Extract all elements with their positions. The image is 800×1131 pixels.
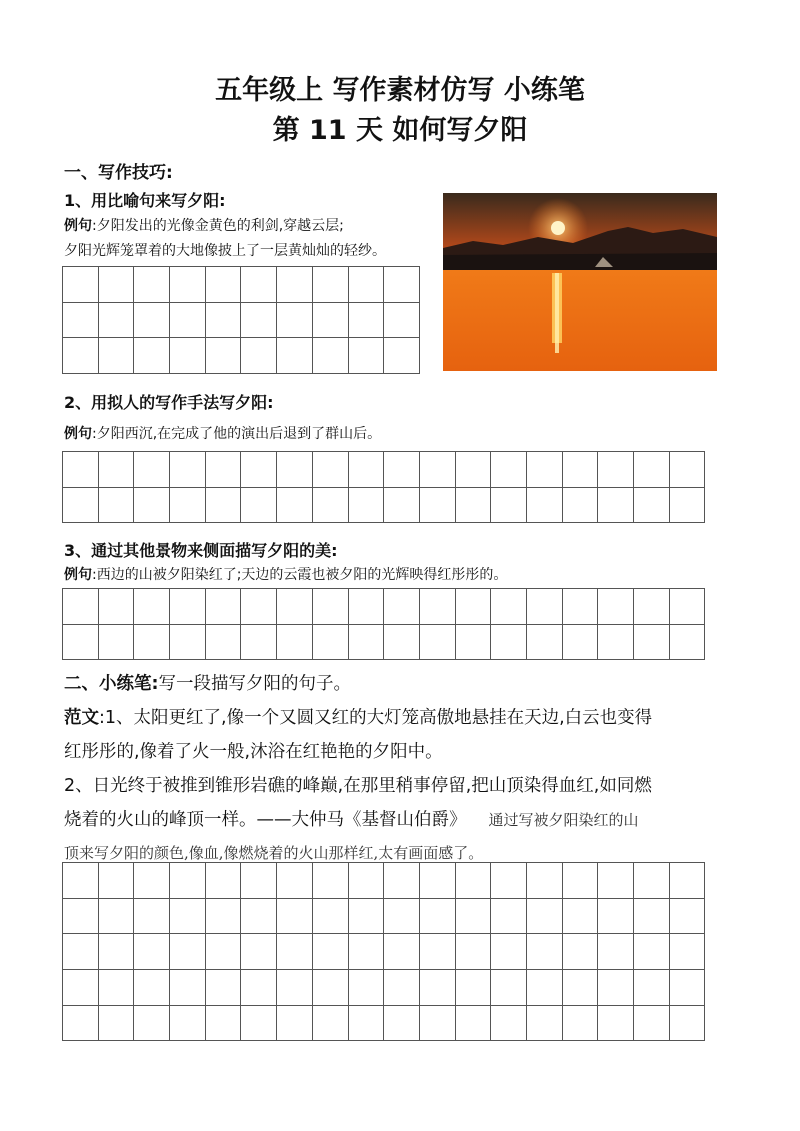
grid-cell[interactable] — [312, 589, 348, 625]
grid-cell[interactable] — [455, 934, 491, 970]
grid-row — [63, 624, 705, 660]
model-text: :1、太阳更红了,像一个又圆又红的大灯笼高傲地悬挂在天边,白云也变得 — [99, 708, 653, 728]
example-label: 例句 — [64, 426, 92, 442]
sunset-photo — [443, 193, 717, 371]
grid-cell[interactable] — [419, 452, 455, 488]
grid-cell[interactable] — [241, 1005, 277, 1041]
grid-cell[interactable] — [98, 934, 134, 970]
grid-cell[interactable] — [455, 487, 491, 523]
grid-cell[interactable] — [170, 1005, 206, 1041]
grid-cell[interactable] — [669, 934, 705, 970]
grid-cell[interactable] — [384, 898, 420, 934]
grid-cell[interactable] — [241, 624, 277, 660]
grid-cell[interactable] — [205, 487, 241, 523]
grid-cell[interactable] — [134, 970, 170, 1006]
grid-cell[interactable] — [63, 863, 99, 899]
grid-cell[interactable] — [134, 934, 170, 970]
grid-row — [63, 1005, 705, 1041]
page-title: 五年级上 写作素材仿写 小练笔 — [215, 75, 585, 106]
grid-cell[interactable] — [526, 1005, 562, 1041]
grid-cell[interactable] — [634, 624, 670, 660]
grid-cell[interactable] — [98, 267, 134, 303]
grid-cell[interactable] — [63, 898, 99, 934]
grid-cell[interactable] — [384, 934, 420, 970]
grid-cell[interactable] — [241, 302, 277, 338]
grid-cell[interactable] — [312, 898, 348, 934]
grid-cell[interactable] — [348, 452, 384, 488]
writing-grid-4[interactable] — [62, 862, 705, 1041]
grid-cell[interactable] — [277, 589, 313, 625]
grid-cell[interactable] — [562, 589, 598, 625]
grid-cell[interactable] — [455, 624, 491, 660]
grid-cell[interactable] — [241, 267, 277, 303]
grid-cell[interactable] — [63, 338, 99, 374]
grid-cell[interactable] — [205, 863, 241, 899]
grid-cell[interactable] — [384, 624, 420, 660]
grid-cell[interactable] — [98, 589, 134, 625]
grid-cell[interactable] — [526, 970, 562, 1006]
example-label: 例句 — [64, 218, 92, 234]
grid-cell[interactable] — [205, 302, 241, 338]
grid-cell[interactable] — [419, 898, 455, 934]
model-p2-line2 — [64, 802, 639, 838]
grid-cell[interactable] — [419, 589, 455, 625]
grid-cell[interactable] — [98, 302, 134, 338]
writing-grid-2[interactable] — [62, 451, 705, 523]
grid-cell[interactable] — [634, 898, 670, 934]
model-p1-line2: 红彤彤的,像着了火一般,沐浴在红艳艳的夕阳中。 — [64, 742, 443, 762]
grid-cell[interactable] — [384, 863, 420, 899]
grid-cell[interactable] — [98, 1005, 134, 1041]
grid-cell[interactable] — [669, 898, 705, 934]
grid-cell[interactable] — [205, 589, 241, 625]
grid-cell[interactable] — [348, 302, 384, 338]
grid-cell[interactable] — [598, 452, 634, 488]
grid-cell[interactable] — [205, 624, 241, 660]
grid-row — [63, 863, 705, 899]
grid-cell[interactable] — [241, 898, 277, 934]
grid-cell[interactable] — [455, 863, 491, 899]
grid-cell[interactable] — [205, 1005, 241, 1041]
grid-cell[interactable] — [241, 934, 277, 970]
grid-cell[interactable] — [419, 624, 455, 660]
grid-cell[interactable] — [205, 934, 241, 970]
grid-cell[interactable] — [455, 970, 491, 1006]
grid-cell[interactable] — [348, 267, 384, 303]
grid-cell[interactable] — [277, 267, 313, 303]
grid-cell[interactable] — [170, 589, 206, 625]
grid-cell[interactable] — [134, 589, 170, 625]
grid-cell[interactable] — [277, 487, 313, 523]
grid-cell[interactable] — [277, 1005, 313, 1041]
grid-cell[interactable] — [526, 863, 562, 899]
grid-cell[interactable] — [170, 452, 206, 488]
example-label: 例句 — [64, 567, 92, 583]
grid-cell[interactable] — [669, 624, 705, 660]
grid-cell[interactable] — [562, 934, 598, 970]
grid-cell[interactable] — [170, 267, 206, 303]
grid-cell[interactable] — [598, 624, 634, 660]
model-p1-line1 — [64, 700, 652, 736]
grid-row — [63, 267, 420, 303]
grid-row — [63, 898, 705, 934]
grid-cell[interactable] — [241, 338, 277, 374]
grid-cell[interactable] — [134, 863, 170, 899]
grid-cell[interactable] — [562, 1005, 598, 1041]
grid-cell[interactable] — [170, 338, 206, 374]
grid-cell[interactable] — [598, 863, 634, 899]
grid-cell[interactable] — [634, 863, 670, 899]
practice-heading: 二、小练笔: — [64, 674, 159, 694]
technique-2-heading: 2、用拟人的写作手法写夕阳: — [64, 393, 274, 412]
grid-cell[interactable] — [205, 452, 241, 488]
grid-row — [63, 452, 705, 488]
grid-cell[interactable] — [598, 589, 634, 625]
grid-cell[interactable] — [98, 624, 134, 660]
grid-cell[interactable] — [384, 338, 420, 374]
grid-cell[interactable] — [348, 970, 384, 1006]
grid-cell[interactable] — [491, 898, 527, 934]
grid-cell[interactable] — [455, 589, 491, 625]
grid-cell[interactable] — [598, 898, 634, 934]
grid-cell[interactable] — [312, 302, 348, 338]
grid-cell[interactable] — [384, 452, 420, 488]
grid-row — [63, 302, 420, 338]
grid-cell[interactable] — [669, 452, 705, 488]
grid-cell[interactable] — [98, 898, 134, 934]
grid-cell[interactable] — [598, 970, 634, 1006]
grid-cell[interactable] — [170, 624, 206, 660]
grid-cell[interactable] — [634, 1005, 670, 1041]
grid-cell[interactable] — [491, 970, 527, 1006]
grid-cell[interactable] — [241, 487, 277, 523]
grid-cell[interactable] — [419, 1005, 455, 1041]
grid-cell[interactable] — [312, 338, 348, 374]
grid-cell[interactable] — [277, 898, 313, 934]
grid-cell[interactable] — [419, 863, 455, 899]
grid-cell[interactable] — [526, 452, 562, 488]
grid-cell[interactable] — [277, 970, 313, 1006]
grid-cell[interactable] — [205, 267, 241, 303]
grid-cell[interactable] — [384, 267, 420, 303]
grid-cell[interactable] — [63, 487, 99, 523]
grid-cell[interactable] — [384, 1005, 420, 1041]
grid-cell[interactable] — [669, 487, 705, 523]
technique-1-example-line2: 夕阳光辉笼罩着的大地像披上了一层黄灿灿的轻纱。 — [64, 243, 386, 259]
grid-cell[interactable] — [170, 898, 206, 934]
grid-cell[interactable] — [455, 1005, 491, 1041]
model-text: 烧着的火山的峰顶一样。——大仲马《基督山伯爵》 — [64, 810, 467, 830]
grid-cell[interactable] — [63, 589, 99, 625]
grid-cell[interactable] — [562, 487, 598, 523]
grid-cell[interactable] — [598, 1005, 634, 1041]
grid-cell[interactable] — [526, 934, 562, 970]
grid-cell[interactable] — [419, 487, 455, 523]
grid-cell[interactable] — [312, 863, 348, 899]
grid-cell[interactable] — [348, 624, 384, 660]
example-text: :西边的山被夕阳染红了;天边的云霞也被夕阳的光辉映得红彤彤的。 — [92, 567, 508, 583]
grid-cell[interactable] — [562, 452, 598, 488]
grid-cell[interactable] — [419, 934, 455, 970]
grid-cell[interactable] — [241, 970, 277, 1006]
technique-1-example-line1 — [64, 215, 344, 237]
grid-cell[interactable] — [669, 1005, 705, 1041]
grid-cell[interactable] — [491, 589, 527, 625]
technique-3-example — [64, 564, 507, 586]
grid-cell[interactable] — [170, 302, 206, 338]
grid-cell[interactable] — [491, 624, 527, 660]
grid-cell[interactable] — [562, 970, 598, 1006]
page-subtitle: 第 11 天 如何写夕阳 — [272, 115, 528, 146]
grid-cell[interactable] — [312, 487, 348, 523]
grid-cell[interactable] — [134, 624, 170, 660]
grid-cell[interactable] — [277, 624, 313, 660]
grid-cell[interactable] — [348, 487, 384, 523]
grid-cell[interactable] — [491, 934, 527, 970]
grid-cell[interactable] — [526, 487, 562, 523]
technique-2-example — [64, 423, 381, 445]
grid-cell[interactable] — [634, 934, 670, 970]
grid-cell[interactable] — [98, 338, 134, 374]
grid-cell[interactable] — [277, 338, 313, 374]
grid-cell[interactable] — [455, 452, 491, 488]
grid-cell[interactable] — [634, 452, 670, 488]
model-note-2: 顶来写夕阳的颜色,像血,像燃烧着的火山那样红,太有画面感了。 — [64, 844, 484, 862]
model-label: 范文 — [64, 708, 99, 728]
grid-cell[interactable] — [598, 487, 634, 523]
model-p2-line1: 2、日光终于被推到锥形岩礁的峰巅,在那里稍事停留,把山顶染得血红,如同燃 — [64, 776, 652, 796]
grid-cell[interactable] — [312, 267, 348, 303]
grid-cell[interactable] — [205, 898, 241, 934]
grid-cell[interactable] — [63, 1005, 99, 1041]
grid-cell[interactable] — [384, 589, 420, 625]
grid-cell[interactable] — [348, 589, 384, 625]
grid-cell[interactable] — [134, 338, 170, 374]
grid-cell[interactable] — [98, 970, 134, 1006]
grid-cell[interactable] — [98, 863, 134, 899]
grid-row — [63, 487, 705, 523]
grid-cell[interactable] — [134, 267, 170, 303]
practice-task: 写一段描写夕阳的句子。 — [158, 674, 351, 694]
grid-row — [63, 338, 420, 374]
grid-cell[interactable] — [277, 934, 313, 970]
grid-cell[interactable] — [134, 452, 170, 488]
grid-cell[interactable] — [277, 302, 313, 338]
grid-cell[interactable] — [562, 898, 598, 934]
grid-cell[interactable] — [63, 970, 99, 1006]
grid-cell[interactable] — [491, 487, 527, 523]
grid-cell[interactable] — [134, 487, 170, 523]
grid-row — [63, 589, 705, 625]
grid-cell[interactable] — [634, 589, 670, 625]
grid-cell[interactable] — [669, 863, 705, 899]
grid-cell[interactable] — [241, 589, 277, 625]
grid-cell[interactable] — [348, 898, 384, 934]
grid-cell[interactable] — [634, 487, 670, 523]
grid-cell[interactable] — [170, 970, 206, 1006]
grid-cell[interactable] — [669, 589, 705, 625]
grid-cell[interactable] — [491, 452, 527, 488]
grid-cell[interactable] — [562, 624, 598, 660]
grid-cell[interactable] — [348, 934, 384, 970]
grid-cell[interactable] — [63, 934, 99, 970]
grid-cell[interactable] — [134, 302, 170, 338]
grid-cell[interactable] — [98, 452, 134, 488]
grid-cell[interactable] — [455, 898, 491, 934]
grid-cell[interactable] — [526, 589, 562, 625]
grid-cell[interactable] — [419, 970, 455, 1006]
grid-row — [63, 934, 705, 970]
example-text: :夕阳发出的光像金黄色的利剑,穿越云层; — [92, 218, 344, 234]
grid-cell[interactable] — [170, 487, 206, 523]
grid-cell[interactable] — [312, 970, 348, 1006]
model-note-1: 通过写被夕阳染红的山 — [488, 811, 639, 829]
grid-cell[interactable] — [526, 898, 562, 934]
section-heading-techniques: 一、写作技巧: — [64, 163, 173, 183]
grid-cell[interactable] — [241, 863, 277, 899]
grid-cell[interactable] — [634, 970, 670, 1006]
grid-cell[interactable] — [384, 487, 420, 523]
grid-cell[interactable] — [277, 863, 313, 899]
grid-cell[interactable] — [562, 863, 598, 899]
grid-cell[interactable] — [348, 1005, 384, 1041]
grid-cell[interactable] — [134, 1005, 170, 1041]
grid-cell[interactable] — [491, 863, 527, 899]
section-heading-practice — [64, 666, 351, 702]
writing-grid-1[interactable] — [62, 266, 420, 374]
grid-cell[interactable] — [312, 934, 348, 970]
grid-cell[interactable] — [63, 267, 99, 303]
technique-3-heading: 3、通过其他景物来侧面描写夕阳的美: — [64, 541, 338, 560]
grid-cell[interactable] — [241, 452, 277, 488]
grid-cell[interactable] — [205, 970, 241, 1006]
grid-cell[interactable] — [348, 338, 384, 374]
grid-cell[interactable] — [348, 863, 384, 899]
grid-cell[interactable] — [384, 302, 420, 338]
writing-grid-3[interactable] — [62, 588, 705, 660]
grid-cell[interactable] — [170, 934, 206, 970]
grid-cell[interactable] — [98, 487, 134, 523]
grid-cell[interactable] — [598, 934, 634, 970]
grid-row — [63, 970, 705, 1006]
grid-cell[interactable] — [669, 970, 705, 1006]
grid-cell[interactable] — [63, 302, 99, 338]
grid-cell[interactable] — [170, 863, 206, 899]
grid-cell[interactable] — [63, 452, 99, 488]
grid-cell[interactable] — [384, 970, 420, 1006]
grid-cell[interactable] — [63, 624, 99, 660]
technique-1-heading: 1、用比喻句来写夕阳: — [64, 191, 226, 210]
grid-cell[interactable] — [205, 338, 241, 374]
grid-cell[interactable] — [277, 452, 313, 488]
grid-cell[interactable] — [491, 1005, 527, 1041]
example-text: :夕阳西沉,在完成了他的演出后退到了群山后。 — [92, 426, 382, 442]
grid-cell[interactable] — [312, 452, 348, 488]
grid-cell[interactable] — [526, 624, 562, 660]
grid-cell[interactable] — [312, 1005, 348, 1041]
grid-cell[interactable] — [134, 898, 170, 934]
grid-cell[interactable] — [312, 624, 348, 660]
